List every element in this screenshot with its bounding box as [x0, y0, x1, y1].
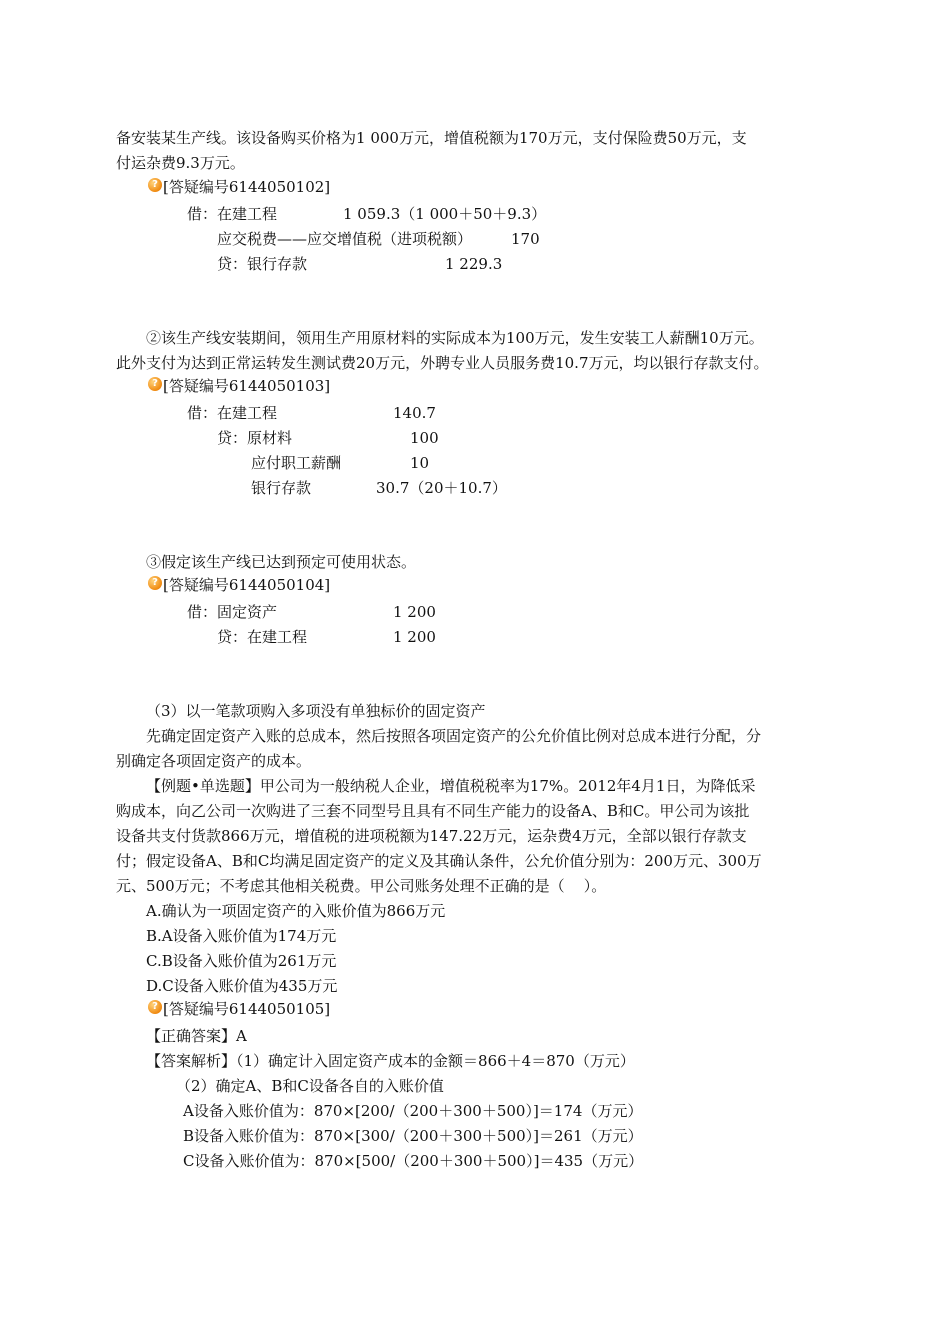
entry1-debit-label: 借：在建工程 [187, 205, 278, 223]
calc-c: C设备入账价值为：870×[500/（200＋300＋500）]＝435（万元） [183, 1152, 644, 1170]
option-d: D.C设备入账价值为435万元 [146, 977, 338, 995]
answer-analysis-line-2: （2）确定A、B和C设备各自的入账价值 [176, 1077, 444, 1095]
entry2-debit-amount: 140.7 [393, 404, 436, 422]
example-line-3: 设备共支付货款866万元，增值税的进项税额为147.22万元，运杂费4万元，全部以银行存款支 [116, 827, 747, 845]
option-b: B.A设备入账价值为174万元 [146, 927, 337, 945]
entry2-credit2-label: 应付职工薪酬 [251, 454, 342, 472]
example-line-4: 付；假定设备A、B和C均满足固定资产的定义及其确认条件，公允价值分别为：200万元、300万 [116, 852, 762, 870]
entry2-credit2-amount: 10 [410, 454, 430, 472]
question-mark-icon[interactable]: ? [148, 576, 162, 590]
entry1-debit2-amount: 170 [511, 230, 540, 248]
option-c: C.B设备入账价值为261万元 [146, 952, 337, 970]
step3-line-1: ③假定该生产线已达到预定可使用状态。 [146, 553, 417, 571]
calc-a: A设备入账价值为：870×[200/（200＋300＋500）]＝174（万元） [183, 1102, 643, 1120]
question-mark-icon[interactable]: ? [148, 1000, 162, 1014]
qa-number-1[interactable]: [答疑编号6144050102] [163, 178, 331, 196]
entry1-credit-label: 贷：银行存款 [217, 255, 308, 273]
section-paragraph-line-2: 别确定各项固定资产的成本。 [116, 752, 312, 770]
example-line-5: 元、500万元；不考虑其他相关税费。甲公司账务处理不正确的是（ ）。 [116, 877, 607, 895]
question-mark-icon[interactable]: ? [148, 377, 162, 391]
section-paragraph-line-1: 先确定固定资产入账的总成本，然后按照各项固定资产的公允价值比例对总成本进行分配，分 [146, 727, 762, 745]
qa-number-3[interactable]: [答疑编号6144050104] [163, 576, 331, 594]
qa-number-4[interactable]: [答疑编号6144050105] [163, 1000, 331, 1018]
entry1-debit2-label: 应交税费——应交增值税（进项税额） [217, 230, 473, 248]
entry3-debit-label: 借：固定资产 [187, 603, 278, 621]
entry2-credit3-amount: 30.7（20＋10.7） [376, 479, 507, 497]
example-line-1: 【例题•单选题】甲公司为一般纳税人企业，增值税税率为17%。2012年4月1日，为降低采 [146, 777, 756, 795]
entry3-credit-amount: 1 200 [393, 628, 436, 646]
step2-line-2: 此外支付为达到正常运转发生测试费20万元，外聘专业人员服务费10.7万元，均以银行存款支付。 [116, 354, 769, 372]
step2-line-1: ②该生产线安装期间，领用生产用原材料的实际成本为100万元，发生安装工人薪酬10万元。 [146, 329, 764, 347]
entry3-debit-amount: 1 200 [393, 603, 436, 621]
entry2-credit3-label: 银行存款 [251, 479, 312, 497]
correct-answer: 【正确答案】A [146, 1027, 247, 1045]
calc-b: B设备入账价值为：870×[300/（200＋300＋500）]＝261（万元） [183, 1127, 643, 1145]
option-a: A.确认为一项固定资产的入账价值为866万元 [146, 902, 446, 920]
qa-number-2[interactable]: [答疑编号6144050103] [163, 377, 331, 395]
entry1-debit-amount: 1 059.3（1 000＋50＋9.3） [343, 205, 547, 223]
intro-line-2: 付运杂费9.3万元。 [116, 154, 245, 172]
section-heading: （3）以一笔款项购入多项没有单独标价的固定资产 [146, 702, 486, 720]
entry1-credit-amount: 1 229.3 [445, 255, 503, 273]
entry2-credit-label: 贷：原材料 [217, 429, 293, 447]
entry2-credit-amount: 100 [410, 429, 439, 447]
example-line-2: 购成本，向乙公司一次购进了三套不同型号且具有不同生产能力的设备A、B和C。甲公司为该批 [116, 802, 750, 820]
question-mark-icon[interactable]: ? [148, 178, 162, 192]
entry2-debit-label: 借：在建工程 [187, 404, 278, 422]
intro-line-1: 备安装某生产线。该设备购买价格为1 000万元，增值税额为170万元，支付保险费50万元，支 [116, 129, 747, 147]
answer-analysis-line-1: 【答案解析】（1）确定计入固定资产成本的金额＝866＋4＝870（万元） [146, 1052, 635, 1070]
entry3-credit-label: 贷：在建工程 [217, 628, 308, 646]
